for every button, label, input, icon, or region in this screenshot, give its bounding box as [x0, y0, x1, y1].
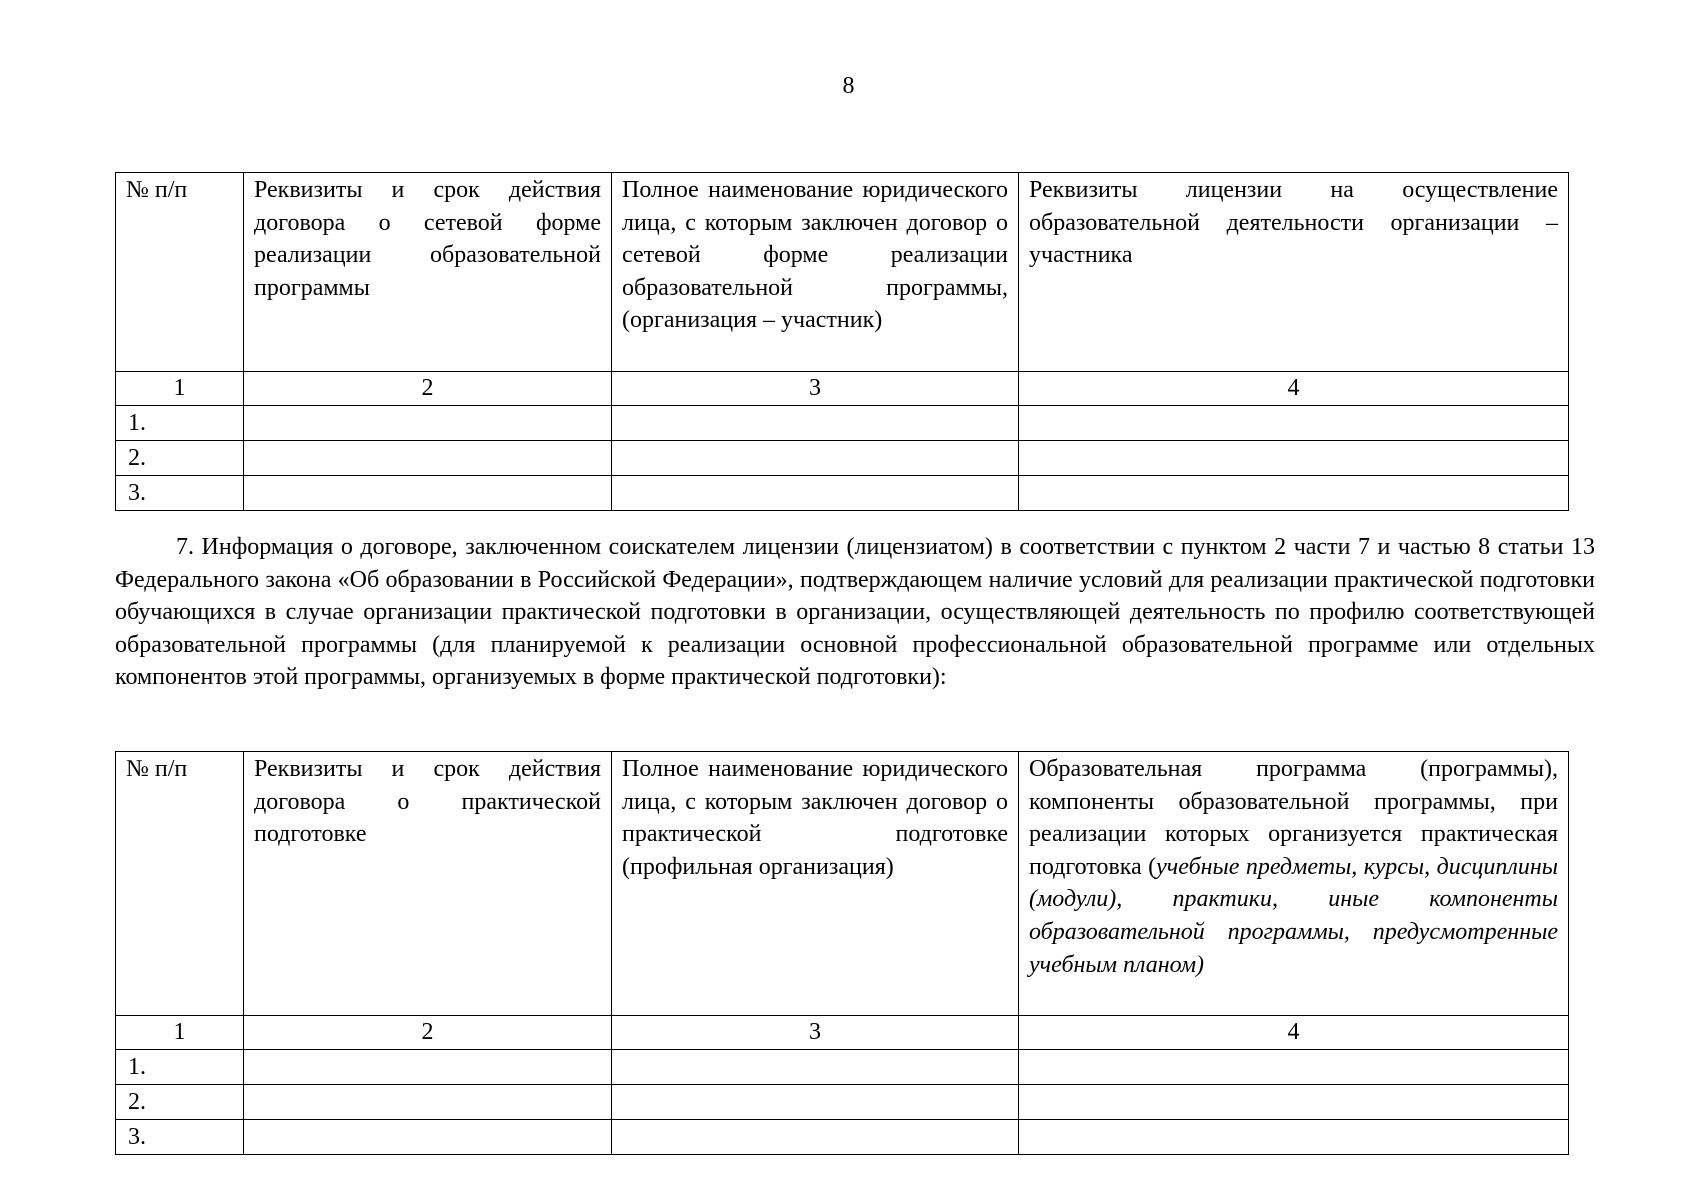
empty-cell: [612, 406, 1019, 441]
table-row: [116, 1050, 1569, 1085]
column-number: 1: [116, 1016, 244, 1050]
column-number: 4: [1019, 1016, 1569, 1050]
row-number: 1.: [116, 406, 244, 441]
table-row: [116, 406, 1569, 441]
practical-training-table: [115, 751, 1569, 1155]
column-number: 3: [612, 1016, 1019, 1050]
empty-cell: [244, 1085, 612, 1120]
row-number: 2.: [116, 441, 244, 476]
header-educational-program: [1019, 752, 1569, 1016]
header-program-text: Образовательная программа (программы), компоненты образовательной программы, при реализации которых организуется практическая подготовка (: [1029, 756, 1558, 880]
empty-cell: [1019, 476, 1569, 511]
empty-cell: [612, 1085, 1019, 1120]
column-number: 2: [244, 1016, 612, 1050]
header-contract-details: Реквизиты и срок действия договора о сетевой форме реализации образовательной программы: [244, 173, 612, 372]
empty-cell: [244, 406, 612, 441]
empty-cell: [612, 1120, 1019, 1155]
row-number: 2.: [116, 1085, 244, 1120]
header-number: № п/п: [116, 752, 244, 1016]
empty-cell: [612, 441, 1019, 476]
empty-cell: [612, 1050, 1019, 1085]
network-form-table: [115, 172, 1569, 511]
table-header-row: [116, 752, 1569, 1016]
empty-cell: [1019, 1120, 1569, 1155]
header-license-details: Реквизиты лицензии на осуществление образовательной деятельности организации – участника: [1019, 173, 1569, 372]
header-legal-entity-name: Полное наименование юридического лица, с которым заключен договор о сетевой форме реализации образовательной программы, (организация – участник): [612, 173, 1019, 372]
row-number: 3.: [116, 1120, 244, 1155]
column-number: 3: [612, 372, 1019, 406]
empty-cell: [1019, 1085, 1569, 1120]
empty-cell: [1019, 1050, 1569, 1085]
row-number: 3.: [116, 476, 244, 511]
column-number: 2: [244, 372, 612, 406]
header-contract-details: Реквизиты и срок действия договора о практической подготовке: [244, 752, 612, 1016]
empty-cell: [244, 441, 612, 476]
empty-cell: [612, 476, 1019, 511]
row-number: 1.: [116, 1050, 244, 1085]
column-number-row: [116, 1016, 1569, 1050]
header-program-italic: учебные предметы, курсы, дисциплины (модули), практики, иные компоненты образовательной программы, предусмотренные учебным планом): [1029, 853, 1558, 978]
empty-cell: [1019, 441, 1569, 476]
table-row: [116, 476, 1569, 511]
paragraph-7: 7. Информация о договоре, заключенном соискателем лицензии (лицензиатом) в соответствии с пунктом 2 части 7 и частью 8 статьи 13 Федерального закона «Об образовании в Российской Федерации», подтверждающем наличие условий для реализации практической подготовки обучающихся в случае организации практической подготовки в организации, осуществляющей деятельность по профилю соответствующей образовательной программы (для планируемой к реализации основной профессиональной образовательной программе или отдельных компонентов этой программы, организуемых в форме практической подготовки):: [115, 534, 1595, 691]
column-number-row: [116, 372, 1569, 406]
page-number: 8: [842, 73, 855, 99]
header-profile-organization: Полное наименование юридического лица, с которым заключен договор о практической подготовке (профильная организация): [612, 752, 1019, 1016]
empty-cell: [244, 1050, 612, 1085]
table-row: [116, 1085, 1569, 1120]
column-number: 4: [1019, 372, 1569, 406]
header-number: № п/п: [116, 173, 244, 372]
table-row: [116, 441, 1569, 476]
column-number: 1: [116, 372, 244, 406]
table-header-row: [116, 173, 1569, 372]
empty-cell: [1019, 406, 1569, 441]
empty-cell: [244, 476, 612, 511]
table-row: [116, 1120, 1569, 1155]
empty-cell: [244, 1120, 612, 1155]
